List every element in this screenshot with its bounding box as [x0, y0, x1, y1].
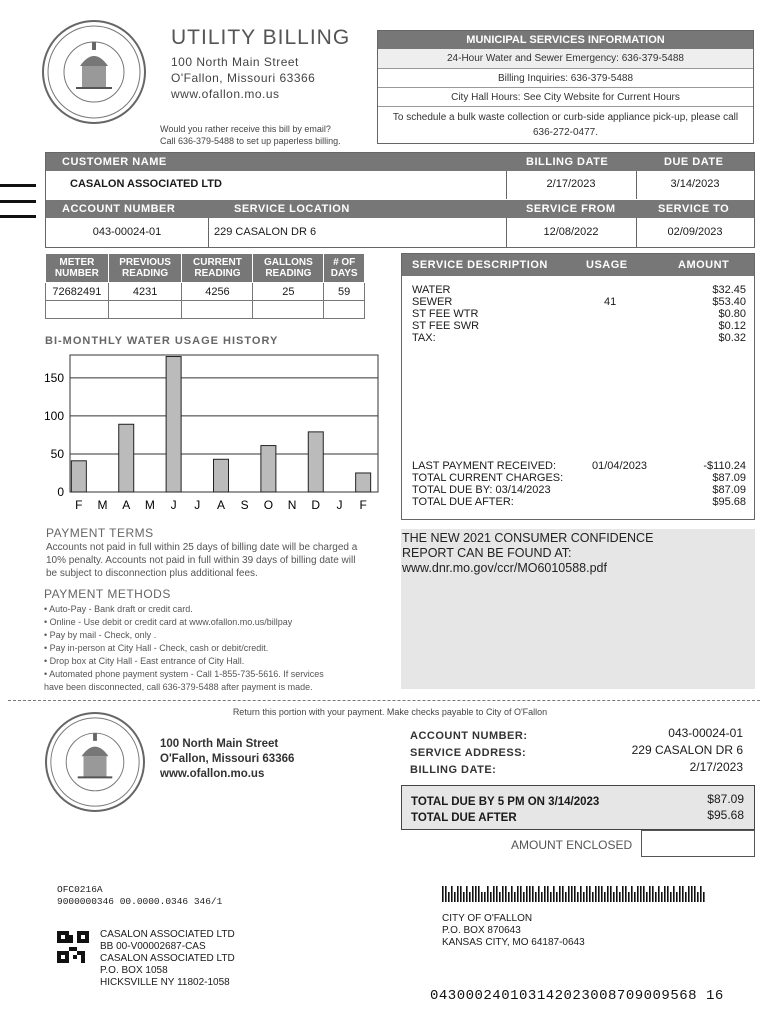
barcode-bar	[592, 892, 594, 902]
barcode-bar	[514, 892, 516, 902]
customer-name-label: CUSTOMER NAME	[62, 156, 167, 168]
service-summary-list	[412, 460, 746, 508]
service-description: LAST PAYMENT RECEIVED:	[412, 460, 557, 472]
barcode-bar	[700, 886, 702, 902]
ccr-line2: REPORT CAN BE FOUND AT:	[402, 546, 572, 560]
barcode-bar	[457, 886, 459, 902]
total-due-labels	[411, 794, 599, 826]
x-tick-label: N	[287, 498, 297, 512]
barcode-bar	[541, 892, 543, 902]
barcode-bar	[646, 892, 648, 902]
barcode-bar	[655, 892, 657, 902]
barcode-bar	[499, 892, 501, 902]
list-item: • Pay in-person at City Hall - Check, cash or debit/credit.	[44, 643, 269, 653]
divider	[208, 218, 209, 248]
service-description: WATER	[412, 284, 451, 296]
service-to-value: 02/09/2023	[667, 226, 723, 238]
x-tick-label: F	[75, 498, 83, 512]
city-seal-logo-stub	[45, 712, 145, 812]
city-hall-seal-icon	[44, 22, 144, 122]
fold-mark	[0, 200, 36, 203]
barcode-bar	[532, 886, 534, 902]
mailing-address-line: CASALON ASSOCIATED LTD	[100, 929, 235, 940]
x-tick-label: J	[194, 498, 201, 512]
barcode-bar	[586, 886, 588, 902]
total-due-values	[652, 791, 744, 823]
barcode-bar	[682, 886, 684, 902]
x-tick-label: S	[240, 498, 249, 512]
service-amount: $53.40	[712, 296, 746, 308]
barcode-bar	[571, 886, 573, 902]
total-after-label: TOTAL DUE AFTER	[411, 812, 517, 824]
service-amount: $32.45	[712, 284, 746, 296]
service-charges-box	[401, 253, 755, 520]
stub-address-line2: O'Fallon, Missouri 63366	[160, 753, 295, 765]
barcode-bar	[631, 886, 633, 902]
barcode-bar	[688, 886, 690, 902]
list-item	[412, 320, 746, 332]
service-amount: $95.68	[712, 496, 746, 508]
x-tick-label: J	[170, 498, 177, 512]
barcode-bar	[649, 886, 651, 902]
service-description: TOTAL CURRENT CHARGES:	[412, 472, 564, 484]
service-header-row	[402, 254, 754, 276]
usage-header: USAGE	[586, 259, 628, 271]
x-tick-label: A	[216, 498, 226, 512]
list-item	[412, 484, 746, 496]
barcode-bar	[661, 892, 663, 902]
list-item	[412, 496, 746, 508]
service-amount: $87.09	[712, 472, 746, 484]
days-header: # OF DAYS	[324, 254, 365, 283]
customer-header-row	[46, 153, 754, 171]
y-tick-label: 0	[57, 485, 64, 499]
service-location-value: 229 CASALON DR 6	[214, 226, 317, 238]
remit-address	[442, 913, 585, 949]
service-amount: $0.32	[718, 332, 746, 344]
barcode-bar	[466, 886, 468, 902]
table-row	[46, 301, 365, 319]
barcode-bar	[679, 886, 681, 902]
barcode-bar	[691, 886, 693, 902]
usage-history-chart	[30, 350, 390, 520]
total-after-value: $95.68	[707, 808, 744, 822]
account-number-value: 043-00024-01	[92, 226, 162, 238]
meter-header-row	[46, 254, 365, 283]
ocr-scanline: 043000240103142023008709009568 16	[430, 988, 724, 1004]
x-tick-label: D	[311, 498, 321, 512]
postal-barcode-icon	[442, 886, 707, 904]
barcode-bar	[478, 886, 480, 902]
payment-terms-text: Accounts not paid in full within 25 days of billing date will be charged a 10% penalty. Accounts not paid in full within 39 days of billing date will be subject to disconnection plus additional fees.	[46, 542, 358, 579]
remit-address-line: CITY OF O'FALLON	[442, 913, 533, 924]
website-link[interactable]: www.ofallon.mo.us	[171, 87, 280, 101]
processing-code-1: OFC0216A	[57, 884, 103, 895]
usage-history-title: BI-MONTHLY WATER USAGE HISTORY	[45, 335, 279, 347]
barcode-bar	[562, 886, 564, 902]
billing-date-label: BILLING DATE	[526, 156, 609, 168]
barcode-bar	[556, 892, 558, 902]
barcode-bar	[625, 886, 627, 902]
service-amount: $0.80	[718, 308, 746, 320]
barcode-bar	[493, 886, 495, 902]
mailing-address-line: P.O. BOX 1058	[100, 965, 168, 976]
barcode-bar	[451, 886, 453, 902]
barcode-bar	[634, 892, 636, 902]
total-due-box	[401, 785, 755, 830]
barcode-bar	[544, 886, 546, 902]
address-line2: O'Fallon, Missouri 63366	[171, 71, 316, 85]
barcode-bar	[565, 892, 567, 902]
service-description: TAX:	[412, 332, 436, 344]
meter-number-header: METER NUMBER	[46, 254, 109, 283]
city-hall-hours-line: City Hall Hours: See City Website for Current Hours	[378, 87, 753, 106]
barcode-bar	[667, 886, 669, 902]
service-description: TOTAL DUE AFTER:	[412, 496, 514, 508]
mailing-address	[100, 929, 235, 989]
amount-header: AMOUNT	[678, 259, 730, 271]
paperless-note-line1: Would you rather receive this bill by email?	[160, 124, 331, 134]
emergency-line: 24-Hour Water and Sewer Emergency: 636-379-5488	[378, 49, 753, 68]
qr-code-icon	[57, 931, 89, 963]
due-date-label: DUE DATE	[664, 156, 724, 168]
usage-bar	[119, 424, 134, 492]
barcode-bar	[643, 886, 645, 902]
barcode-bar	[583, 892, 585, 902]
barcode-bar	[664, 886, 666, 902]
list-item: • Pay by mail - Check, only .	[44, 630, 157, 640]
meter-number-value: 72682491	[46, 283, 109, 301]
mailing-address-line: CASALON ASSOCIATED LTD	[100, 953, 235, 964]
barcode-bar	[502, 886, 504, 902]
city-seal-logo	[42, 20, 146, 124]
stub-service-value: 229 CASALON DR 6	[631, 743, 743, 757]
barcode-bar	[628, 892, 630, 902]
barcode-bar	[610, 886, 612, 902]
usage-bar	[356, 473, 371, 492]
barcode-bar	[670, 892, 672, 902]
barcode-bar	[559, 886, 561, 902]
service-items-list	[412, 284, 746, 344]
barcode-bar	[595, 886, 597, 902]
service-to-label: SERVICE TO	[658, 203, 730, 215]
payment-methods-title: PAYMENT METHODS	[44, 587, 171, 601]
service-usage: 01/04/2023	[592, 460, 648, 472]
service-from-label: SERVICE FROM	[526, 203, 616, 215]
service-description: ST FEE SWR	[412, 320, 480, 332]
barcode-bar	[550, 892, 552, 902]
mailing-address-line: HICKSVILLE NY 11802-1058	[100, 977, 230, 988]
processing-code-2: 9000000346 00.0000.0346 346/1	[57, 896, 223, 907]
page-title: UTILITY BILLING	[171, 26, 351, 49]
list-item: • Drop box at City Hall - East entrance of City Hall.	[44, 656, 245, 666]
x-tick-label: O	[263, 498, 274, 512]
barcode-bar	[484, 892, 486, 902]
stub-values	[560, 725, 743, 776]
list-item	[412, 332, 746, 344]
barcode-bar	[505, 886, 507, 902]
processing-codes	[57, 884, 222, 908]
x-tick-label: F	[359, 498, 367, 512]
total-due-label: TOTAL DUE BY 5 PM ON 3/14/2023	[411, 796, 600, 808]
service-description: SEWER	[412, 296, 453, 308]
meter-readings-table	[45, 253, 365, 319]
account-number-label: ACCOUNT NUMBER	[62, 203, 176, 215]
barcode-bar	[529, 886, 531, 902]
gallons-reading-header: GALLONS READING	[253, 254, 324, 283]
customer-info-block	[45, 152, 755, 248]
x-tick-label: M	[97, 498, 108, 512]
barcode-bar	[694, 886, 696, 902]
barcode-bar	[616, 886, 618, 902]
x-tick-label: A	[122, 498, 131, 512]
ccr-notice-box	[401, 529, 755, 689]
barcode-bar	[547, 886, 549, 902]
service-usage: 41	[604, 296, 617, 308]
stub-website: www.ofallon.mo.us	[160, 768, 265, 780]
barcode-bar	[601, 886, 603, 902]
barcode-bar	[475, 886, 477, 902]
service-amount: $87.09	[712, 484, 746, 496]
barcode-bar	[652, 886, 654, 902]
usage-bar	[214, 459, 229, 492]
barcode-bar	[460, 886, 462, 902]
amount-enclosed-label: AMOUNT ENCLOSED	[511, 838, 633, 852]
payment-terms-title: PAYMENT TERMS	[46, 526, 154, 540]
days-value: 59	[324, 283, 365, 301]
ccr-line1: THE NEW 2021 CONSUMER CONFIDENCE	[402, 531, 654, 545]
list-item: • Online - Use debit or credit card at www.ofallon.mo.us/billpay	[44, 617, 293, 627]
total-due-value: $87.09	[707, 792, 744, 806]
barcode-bar	[469, 892, 471, 902]
list-item: • Automated phone payment system - Call 1-855-735-5616. If services have been disconnected, call 636-379-5488 after payment is made.	[44, 669, 324, 692]
barcode-bar	[577, 892, 579, 902]
barcode-bar	[481, 892, 483, 902]
list-item	[412, 308, 746, 320]
stub-account-value: 043-00024-01	[668, 726, 743, 740]
barcode-bar	[511, 886, 513, 902]
previous-reading-header: PREVIOUS READING	[108, 254, 182, 283]
service-location-label: SERVICE LOCATION	[234, 203, 350, 215]
current-reading-header: CURRENT READING	[182, 254, 253, 283]
barcode-bar	[472, 886, 474, 902]
barcode-bar	[658, 886, 660, 902]
stub-billing-value: 2/17/2023	[689, 760, 743, 774]
remit-address-line: P.O. BOX 870643	[442, 925, 521, 936]
city-hall-seal-icon	[47, 714, 143, 810]
barcode-bar	[448, 892, 450, 902]
barcode-bar	[574, 886, 576, 902]
barcode-bar	[703, 892, 705, 902]
x-tick-label: J	[336, 498, 343, 512]
barcode-bar	[604, 892, 606, 902]
barcode-bar	[490, 892, 492, 902]
barcode-bar	[697, 892, 699, 902]
stub-address-line1: 100 North Main Street	[160, 738, 279, 750]
stub-billing-label: BILLING DATE:	[410, 764, 497, 776]
service-description-header: SERVICE DESCRIPTION	[412, 259, 548, 271]
previous-reading-value: 4231	[108, 283, 182, 301]
list-item	[412, 296, 746, 308]
usage-bar	[308, 432, 323, 492]
barcode-bar	[496, 886, 498, 902]
barcode-bar	[676, 892, 678, 902]
stub-service-label: SERVICE ADDRESS:	[410, 747, 527, 759]
paperless-note-line2: Call 636-379-5488 to set up paperless billing.	[160, 136, 341, 146]
table-row	[46, 283, 365, 301]
barcode-bar	[640, 886, 642, 902]
barcode-bar	[523, 892, 525, 902]
service-amount: -$110.24	[703, 460, 746, 472]
billing-inquiries-line: Billing Inquiries: 636-379-5488	[378, 68, 753, 87]
barcode-bar	[442, 886, 444, 902]
municipal-info-box	[377, 30, 754, 144]
service-description: ST FEE WTR	[412, 308, 479, 320]
municipal-title: MUNICIPAL SERVICES INFORMATION	[378, 31, 753, 49]
barcode-bar	[607, 886, 609, 902]
mailing-address-line: BB 00-V00002687-CAS	[100, 941, 206, 952]
remit-address-line: KANSAS CITY, MO 64187-0643	[442, 937, 585, 948]
due-date-value: 3/14/2023	[670, 178, 720, 190]
barcode-bar	[454, 892, 456, 902]
service-description: TOTAL DUE BY: 03/14/2023	[412, 484, 551, 496]
y-tick-label: 100	[43, 408, 64, 423]
barcode-bar	[553, 886, 555, 902]
barcode-bar	[598, 886, 600, 902]
address-line1: 100 North Main Street	[171, 55, 299, 69]
barcode-bar	[613, 892, 615, 902]
barcode-bar	[445, 886, 447, 902]
stub-labels	[410, 728, 528, 779]
stub-account-label: ACCOUNT NUMBER:	[410, 730, 528, 742]
fold-mark	[0, 215, 36, 218]
bulk-waste-note: To schedule a bulk waste collection or curb-side appliance pick-up, please call 636-272-0477.	[378, 106, 753, 142]
usage-bar	[261, 446, 276, 492]
customer-name: CASALON ASSOCIATED LTD	[70, 178, 222, 190]
list-item	[412, 472, 746, 484]
current-reading-value: 4256	[182, 283, 253, 301]
barcode-bar	[508, 892, 510, 902]
account-header-row	[46, 200, 754, 218]
barcode-bar	[589, 886, 591, 902]
list-item	[412, 284, 746, 296]
barcode-bar	[520, 886, 522, 902]
barcode-bar	[685, 892, 687, 902]
city-address	[171, 54, 315, 102]
barcode-bar	[535, 892, 537, 902]
paperless-note	[160, 123, 341, 147]
list-item	[412, 460, 746, 472]
barcode-bar	[526, 886, 528, 902]
payment-methods-list	[44, 603, 344, 694]
service-from-value: 12/08/2022	[543, 226, 599, 238]
barcode-bar	[487, 886, 489, 902]
barcode-bar	[463, 892, 465, 902]
billing-date-value: 2/17/2023	[546, 178, 596, 190]
stub-city-address	[160, 737, 294, 782]
y-tick-label: 50	[50, 446, 64, 461]
fold-mark	[0, 184, 36, 187]
usage-bar	[71, 461, 86, 492]
barcode-bar	[622, 886, 624, 902]
barcode-bar	[673, 886, 675, 902]
barcode-bar	[619, 892, 621, 902]
usage-bar	[166, 357, 181, 492]
barcode-bar	[568, 886, 570, 902]
return-note: Return this portion with your payment. Make checks payable to City of O'Fallon	[232, 707, 548, 717]
amount-enclosed-field[interactable]	[641, 830, 755, 857]
x-tick-label: M	[144, 498, 155, 512]
ccr-link[interactable]: www.dnr.mo.gov/ccr/MO6010588.pdf	[402, 561, 607, 575]
list-item: • Auto-Pay - Bank draft or credit card.	[44, 604, 193, 614]
service-amount: $0.12	[718, 320, 746, 332]
y-tick-label: 150	[43, 370, 64, 385]
barcode-bar	[580, 886, 582, 902]
barcode-bar	[637, 886, 639, 902]
barcode-bar	[538, 886, 540, 902]
barcode-bar	[517, 886, 519, 902]
tear-line	[8, 700, 760, 701]
gallons-value: 25	[253, 283, 324, 301]
